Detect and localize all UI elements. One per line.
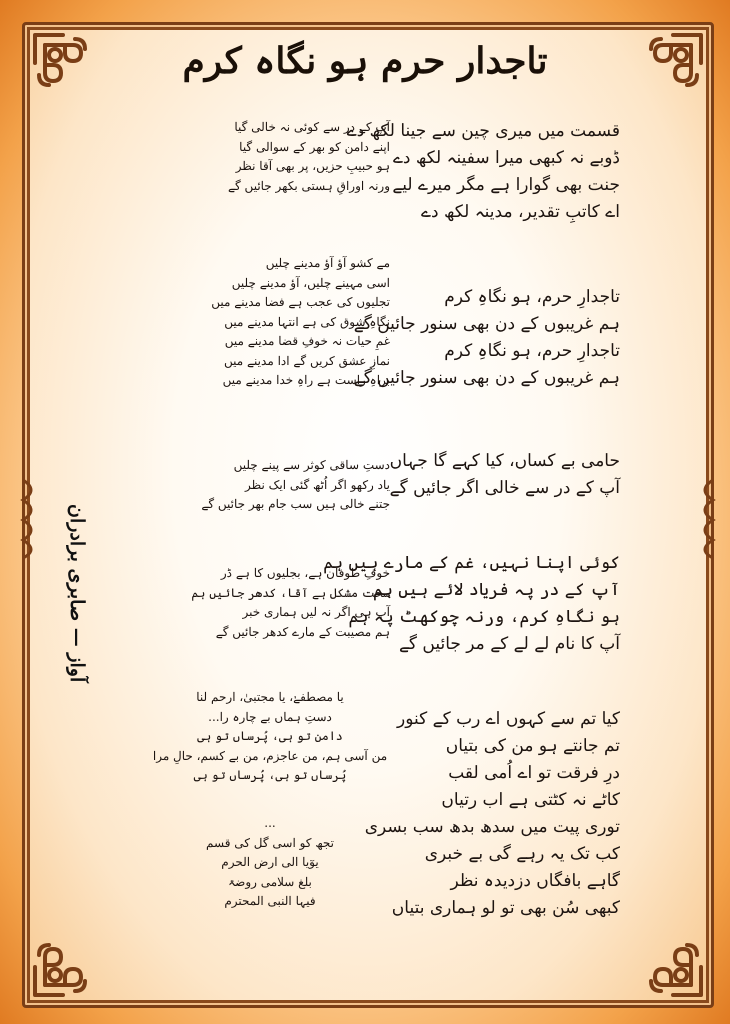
verse-line: یاد رکھو اگر اُٹھ گئی ایک نظر [245,477,390,492]
stanza [150,456,390,515]
side-ornament-icon [19,470,45,560]
vocal-credit: آواز — صابری برادران [66,503,88,683]
verse-line: دامن تو ہی، پُرساں تو ہی [197,729,343,743]
verse-line: حامی بے کساں، کیا کہے گا جہاں [389,451,620,471]
verse-line: دستِ ساقی کوثر سے پینے چلیں [233,458,390,472]
corner-ornament-icon [29,919,111,1001]
verse-line: غمِ حیات نہ خوفِ قضا مدینے میں [224,334,390,348]
verse-line: آپ کے در پہ فریاد لائے ہیں ہم [372,580,620,600]
verse-line: توری پیت میں سدھ بدھ سب بسری [364,817,620,837]
verse-line: ہو نگاہِ کرم، ورنہ چوکھٹ پہ ہم [348,607,620,627]
verse-line: ... [264,816,276,830]
verse-line: ڈوبے نہ کبھی میرا سفینہ لکھ دے [392,148,620,168]
page-title: تاجدار حرم ہو نگاہ کرم [182,40,548,82]
verse-line: آپ کے در سے خالی اگر جائیں گے [389,478,620,498]
verse-line: دستِ ہماں بے چارہ را... [208,709,332,724]
stanza [150,564,390,642]
verse-line: اپنے دامن کو بھر کے سوالی گیا [239,139,390,154]
stanza [150,814,390,912]
verse-line: آپ ہی اگر نہ لیں ہماری خبر [242,605,390,619]
verse-line: آپ کے در سے کوئی نہ خالی گیا [234,120,390,134]
verse-line: تم جانتے ہو من کی بتیاں [445,736,620,756]
verse-line: کاٹے نہ کٹتی ہے اب رتیاں [441,790,620,810]
verse-line: فیہا النبی المحترم [224,894,316,908]
verse-line: یوٓیا الی ارض الحرم [221,855,319,869]
verse-line: گاہے بافگاں دزدیدہ نظر [450,871,620,891]
corner-ornament-icon [625,919,707,1001]
verse-line: کوئی اپنا نہیں، غم کے مارے ہیں ہم [323,553,620,573]
stanza [150,254,390,391]
verse-line: تاجدارِ حرم، ہو نگاہِ کرم [444,341,620,361]
verse-line: من آسی ہم، من عاجزم، من بے کسم، حالِ مرا [152,748,388,763]
verse-line: تجھ کو اسی گل کی قسم [206,835,334,850]
verse-line: قسمت میں میری چین سے جینا لکھ دے [346,121,620,141]
verse-line: یا مصطفےٰ، یا مجتبیٰ، ارحم لنا [196,690,344,704]
verse-line: ہم مصیبت کے مارے کدھر جائیں گے [215,624,390,639]
verse-line: جتنے خالی ہیں سب جام بھر جائیں گے [201,497,390,511]
verse-line: اسی مہینے چلیں، آؤ مدینے چلیں [231,275,390,290]
verse-line: اے کاتبِ تقدیر، مدینہ لکھ دے [421,202,620,222]
verse-line: براہِ راست ہے راہِ خدا مدینے میں [222,373,390,387]
verse-line: خوفِ طوفان ہے، بجلیوں کا ہے ڈر [220,566,390,580]
verse-line: کیا تم سے کہوں اے رب کے کنور [397,709,620,729]
verse-line: بلغ سلامی روضۃ [228,874,312,889]
verse-line: ہو حبیبِ حزیں، پر بھی آقا نظر [235,159,390,173]
side-ornament-icon [691,470,717,560]
verse-line: کب تک یہ رہے گی بے خبری [424,844,620,864]
verse-line: آپ کا نام لے لے کے مر جائیں گے [398,634,620,654]
verse-line: درِ فرقت تو اے اُمی لقب [448,763,620,783]
verse-line: سخت مشکل ہے آقا، کدھر جائیں ہم [191,585,390,600]
stanza [150,118,390,196]
verse-line: تجلیوں کی عجب ہے فضا مدینے میں [211,295,390,309]
corner-ornament-icon [625,29,707,111]
verse-line: پُرساں تو ہی، پُرساں تو ہی [193,768,347,782]
verse-line: مے کشو آؤ آؤ مدینے چلیں [265,256,390,270]
corner-ornament-icon [29,29,111,111]
verse-line: کبھی سُن بھی تو لو ہماری بتیاں [391,898,620,918]
verse-line: ہم غریبوں کے دن بھی سنور جائیں گے [353,314,620,334]
verse-line: جنت بھی گوارا ہے مگر میرے لیے [392,175,620,195]
verse-line: ہم غریبوں کے دن بھی سنور جائیں گے [353,368,620,388]
stanza [150,688,390,786]
verse-line: نگاہِ شوق کی ہے انتہا مدینے میں [224,314,390,329]
verse-line: تاجدارِ حرم، ہو نگاہِ کرم [444,287,620,307]
verse-line: نمازِ عشق کریں گے ادا مدینے میں [224,353,390,368]
verse-line: ورنہ اوراقِ ہستی بکھر جائیں گے [228,178,390,193]
